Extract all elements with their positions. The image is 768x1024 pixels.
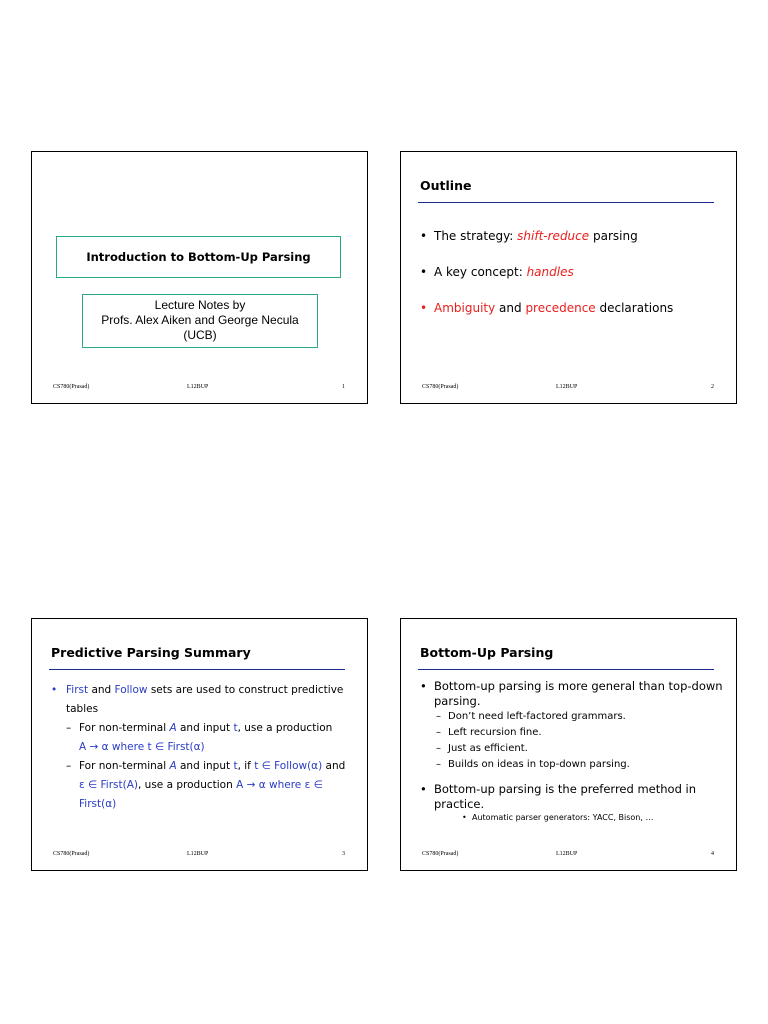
bullet-text: Bottom-up parsing is more general than top-down parsing. <box>434 679 723 708</box>
sub-text: , if <box>237 760 255 772</box>
bullet-text: sets are used to construct predictive tables <box>66 684 344 715</box>
bullet-item <box>420 782 725 812</box>
bullet-dot: • <box>420 679 427 693</box>
lecture-notes-box <box>82 294 318 348</box>
bullet-item <box>420 679 725 709</box>
sub-item <box>420 709 725 725</box>
footer-lecture: L12BUP <box>187 851 209 857</box>
symbol-A: A <box>169 722 177 734</box>
footer-page: 1 <box>342 384 345 390</box>
bullet-text: declarations <box>595 301 674 315</box>
footer-course: CS780(Prasad) <box>422 851 459 857</box>
dash-marker: – <box>66 760 72 772</box>
bullet-text: A key concept: <box>434 265 527 279</box>
spacer <box>420 773 725 782</box>
bullet-dot: • <box>420 301 428 315</box>
notes-line-1: Lecture Notes by <box>154 298 246 312</box>
footer-page: 4 <box>711 851 714 857</box>
bullet-item <box>420 229 673 243</box>
bullet-text: parsing <box>589 229 638 243</box>
slide-1 <box>31 151 368 404</box>
sub-text: For non-terminal <box>79 760 170 772</box>
follow-condition: t ∈ Follow(α) <box>254 760 323 772</box>
slide-body <box>51 681 351 814</box>
dash-marker: – <box>66 722 72 734</box>
sub-text: and input <box>176 760 234 772</box>
dash-marker: – <box>436 743 441 754</box>
slide-title: Outline <box>420 178 472 193</box>
bullet-text: Bottom-up parsing is the preferred method in practice. <box>434 782 697 811</box>
sub-text: Just as efficient. <box>448 743 528 754</box>
bullet-text: The strategy: <box>434 229 518 243</box>
slide-4 <box>400 618 737 871</box>
bullet-dot: • <box>420 265 428 279</box>
bullet-keyword: Ambiguity <box>434 301 496 315</box>
sub-item <box>51 719 351 757</box>
sub-item <box>420 757 725 773</box>
symbol-t: t <box>233 760 238 772</box>
sub-text: and <box>322 760 346 772</box>
bullet-dot: • <box>420 229 428 243</box>
footer-course: CS780(Prasad) <box>53 384 90 390</box>
title-rule <box>49 669 345 670</box>
footer-page: 2 <box>711 384 714 390</box>
bullet-dot: • <box>420 782 427 796</box>
slide-title: Bottom-Up Parsing <box>420 645 554 660</box>
slide-title: Predictive Parsing Summary <box>51 645 251 660</box>
footer-lecture: L12BUP <box>556 384 578 390</box>
subsub-item <box>420 812 725 824</box>
outline-bullets <box>420 229 673 337</box>
footer-lecture: L12BUP <box>556 851 578 857</box>
symbol-A: A <box>169 760 177 772</box>
bullet-text: and <box>88 684 115 696</box>
sub-text: , use a production <box>237 722 333 734</box>
bullet-dot: • <box>51 684 58 696</box>
sub-text: and input <box>176 722 234 734</box>
keyword-follow: Follow <box>114 684 148 696</box>
keyword-first: First <box>66 684 89 696</box>
dash-marker: – <box>436 727 441 738</box>
bullet-keyword: precedence <box>525 301 596 315</box>
first-condition: ε ∈ First(A) <box>79 779 138 791</box>
notes-line-3: (UCB) <box>183 328 217 342</box>
slide-body <box>420 679 725 824</box>
title-rule <box>418 202 714 203</box>
sub-text: Left recursion fine. <box>448 727 542 738</box>
footer-page: 3 <box>342 851 345 857</box>
title-rule <box>418 669 714 670</box>
footer-lecture: L12BUP <box>187 384 209 390</box>
bullet-item <box>51 681 351 719</box>
footer-course: CS780(Prasad) <box>422 384 459 390</box>
bullet-emphasis: handles <box>526 265 574 279</box>
symbol-t: t <box>233 722 238 734</box>
subsub-text: Automatic parser generators: YACC, Bison, … <box>472 813 654 822</box>
sub-text: For non-terminal <box>79 722 170 734</box>
sub-item <box>51 757 351 814</box>
slide-title-box: Introduction to Bottom-Up Parsing <box>56 236 341 278</box>
production-formula: A → α where ε ∈ <box>236 779 323 791</box>
footer-course: CS780(Prasad) <box>53 851 90 857</box>
sub-text: Don’t need left-factored grammars. <box>448 711 626 722</box>
slide-2 <box>400 151 737 404</box>
notes-line-2: Profs. Alex Aiken and George Necula <box>101 313 299 327</box>
dash-marker: – <box>436 759 441 770</box>
bullet-dot: • <box>462 813 467 822</box>
bullet-item <box>420 265 673 279</box>
bullet-text: and <box>495 301 526 315</box>
bullet-item <box>420 301 673 315</box>
sub-text: Builds on ideas in top-down parsing. <box>448 759 630 770</box>
slide-3 <box>31 618 368 871</box>
production-formula: A → α where t ∈ First(α) <box>79 741 205 753</box>
first-set: First(α) <box>79 798 117 810</box>
bullet-emphasis: shift-reduce <box>517 229 590 243</box>
sub-item <box>420 725 725 741</box>
sub-item <box>420 741 725 757</box>
sub-text: , use a production <box>137 779 237 791</box>
dash-marker: – <box>436 711 441 722</box>
